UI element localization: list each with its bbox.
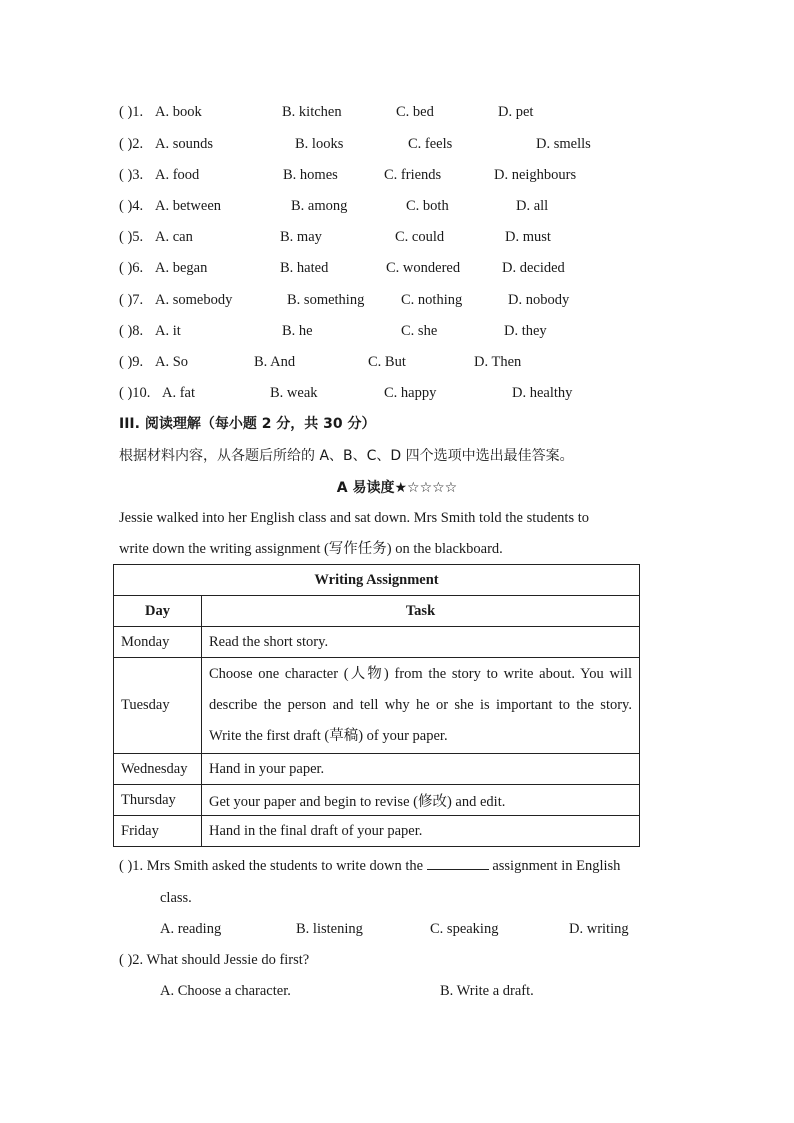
question-number: ( )2. — [119, 952, 144, 968]
option-d: D. healthy — [512, 385, 573, 401]
question-number: ( )1. — [119, 858, 144, 874]
cloze-q7 — [119, 290, 570, 310]
question-number: ( )9. — [119, 354, 144, 370]
reading-q1 — [119, 856, 620, 876]
day-cell: Wednesday — [114, 754, 202, 785]
cloze-q3 — [119, 165, 577, 185]
option-a: A. reading — [160, 921, 222, 937]
option-b: B. homes — [283, 167, 338, 183]
question-number: ( )1. — [119, 104, 144, 120]
option-a: A. Choose a character. — [160, 983, 291, 999]
option-b: B. hated — [280, 260, 329, 276]
option-c: C. bed — [396, 104, 434, 120]
passage-line-1: Jessie walked into her English class and sat down. Mrs Smith told the students to — [119, 510, 589, 526]
option-b: B. kitchen — [282, 104, 342, 120]
question-number: ( )7. — [119, 292, 144, 308]
reading-q1-continuation: class. — [160, 890, 192, 906]
table-row — [114, 816, 640, 847]
option-c: C. feels — [408, 136, 453, 152]
option-d: D. pet — [498, 104, 534, 120]
column-header-day: Day — [114, 596, 202, 627]
question-number: ( )6. — [119, 260, 144, 276]
option-c: C. could — [395, 229, 445, 245]
question-number: ( )5. — [119, 229, 144, 245]
question-text: Mrs Smith asked the students to write down the — [146, 858, 424, 874]
option-b: B. weak — [270, 385, 318, 401]
cloze-q5 — [119, 227, 551, 247]
day-cell: Friday — [114, 816, 202, 847]
option-b: B. among — [291, 198, 348, 214]
option-c: C. nothing — [401, 292, 463, 308]
option-a: A. can — [155, 229, 193, 245]
option-b: B. may — [280, 229, 322, 245]
option-d: D. all — [516, 198, 549, 214]
option-a: A. between — [155, 198, 222, 214]
option-c: C. But — [368, 354, 406, 370]
question-number: ( )4. — [119, 198, 144, 214]
option-b: B. Write a draft. — [440, 983, 534, 999]
day-cell: Monday — [114, 627, 202, 658]
option-d: D. nobody — [508, 292, 570, 308]
cloze-q8 — [119, 321, 547, 341]
writing-assignment-table — [113, 564, 640, 847]
section-instruction: 根据材料内容，从各题后所给的 A、B、C、D 四个选项中选出最佳答案。 — [119, 448, 574, 464]
question-text-cont: assignment in English — [492, 858, 621, 874]
option-c: C. speaking — [430, 921, 499, 937]
question-number: ( )2. — [119, 136, 144, 152]
option-c: C. wondered — [386, 260, 461, 276]
question-text: What should Jessie do first? — [146, 952, 310, 968]
option-b: B. listening — [296, 921, 363, 937]
task-cell: Choose one character (人物) from the story to write about. You will describe the person and tell why he or she is important to the story. Write the first draft (草稿) of your paper. — [202, 658, 640, 754]
option-d: D. neighbours — [494, 167, 577, 183]
option-d: D. Then — [474, 354, 522, 370]
option-d: D. decided — [502, 260, 565, 276]
task-cell: Hand in your paper. — [202, 754, 640, 785]
option-c: C. both — [406, 198, 449, 214]
cloze-q10 — [119, 383, 573, 403]
question-number: ( )8. — [119, 323, 144, 339]
cloze-q1 — [119, 102, 534, 122]
column-header-task: Task — [202, 596, 640, 627]
cloze-q9 — [119, 352, 522, 372]
section-title: III. 阅读理解（每小题 2 分，共 30 分） — [119, 416, 376, 432]
reading-q2 — [119, 950, 309, 970]
option-c: C. happy — [384, 385, 437, 401]
answer-blank — [427, 857, 489, 870]
option-a: A. somebody — [155, 292, 233, 308]
day-cell: Tuesday — [114, 658, 202, 754]
option-d: D. must — [505, 229, 551, 245]
task-cell: Get your paper and begin to revise (修改) and edit. — [202, 785, 640, 816]
option-d: D. they — [504, 323, 547, 339]
option-a: A. it — [155, 323, 181, 339]
table-row — [114, 658, 640, 754]
cloze-q4 — [119, 196, 549, 216]
table-title: Writing Assignment — [114, 565, 640, 596]
passage-line-2: write down the writing assignment (写作任务) on the blackboard. — [119, 541, 503, 557]
passage-title: A 易读度★☆☆☆☆ — [336, 480, 458, 496]
option-a: A. fat — [162, 385, 196, 401]
table-row — [114, 627, 640, 658]
cloze-q6 — [119, 258, 565, 278]
option-a: A. So — [155, 354, 189, 370]
option-b: B. looks — [295, 136, 344, 152]
option-a: A. began — [155, 260, 208, 276]
option-c: C. she — [401, 323, 438, 339]
option-b: B. something — [287, 292, 365, 308]
option-a: A. sounds — [155, 136, 214, 152]
cloze-q2 — [119, 134, 591, 154]
option-a: A. book — [155, 104, 202, 120]
option-b: B. And — [254, 354, 296, 370]
day-cell: Thursday — [114, 785, 202, 816]
option-b: B. he — [282, 323, 313, 339]
table-row — [114, 754, 640, 785]
table-row — [114, 785, 640, 816]
option-c: C. friends — [384, 167, 442, 183]
option-d: D. writing — [569, 921, 629, 937]
task-cell: Read the short story. — [202, 627, 640, 658]
option-d: D. smells — [536, 136, 591, 152]
question-number: ( )3. — [119, 167, 144, 183]
option-a: A. food — [155, 167, 200, 183]
question-number: ( )10. — [119, 385, 151, 401]
task-cell: Hand in the final draft of your paper. — [202, 816, 640, 847]
